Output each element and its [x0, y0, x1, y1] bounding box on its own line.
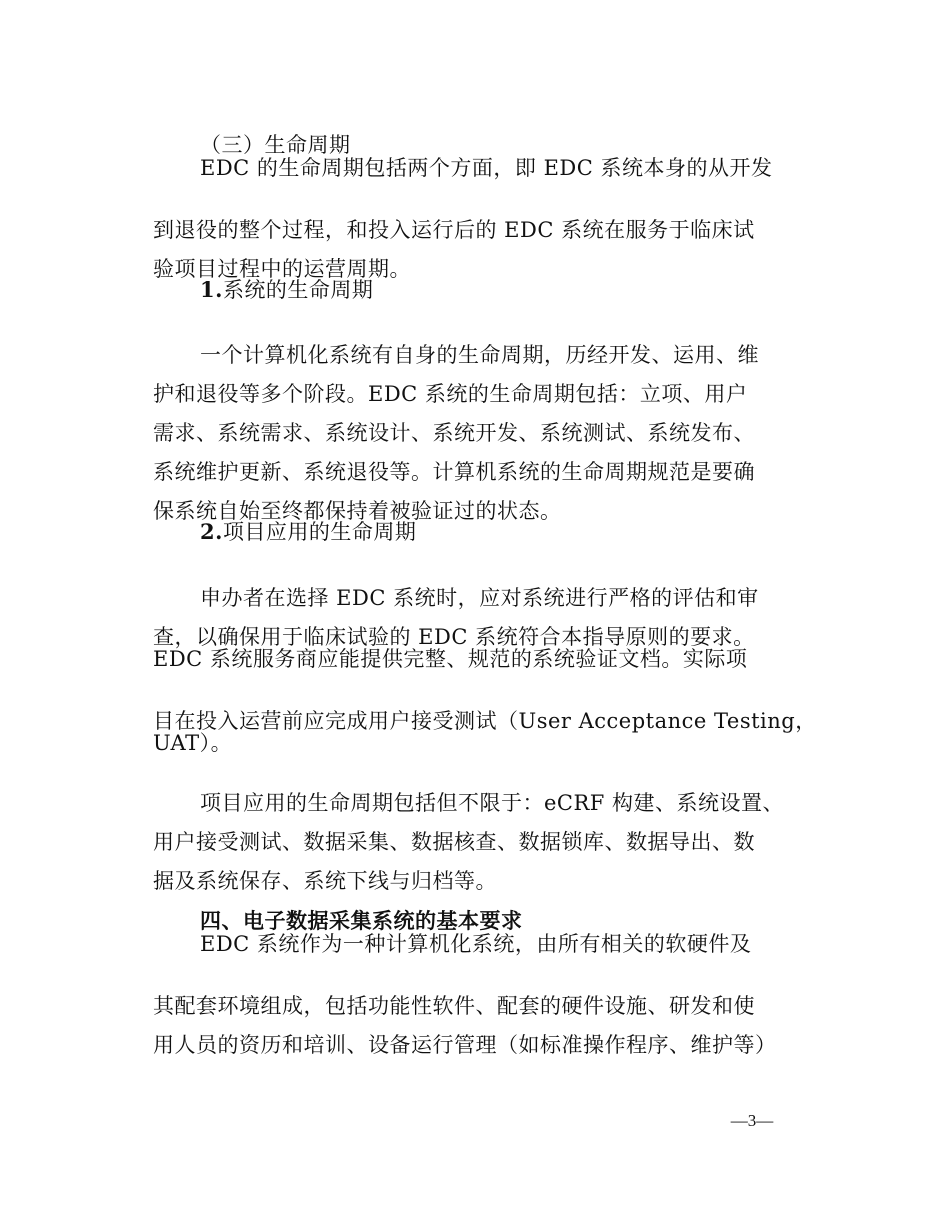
sub1-line-4: 系统维护更新、系统退役等。计算机系统的生命周期规范是要确	[153, 460, 755, 484]
page-number: —3—	[730, 1111, 774, 1130]
sub2-para2-line-2: 用户接受测试、数据采集、数据核查、数据锁库、数据导出、数	[153, 830, 755, 854]
intro-line-3: 验项目过程中的运营周期。	[153, 257, 411, 281]
subsection-1-title: 系统的生命周期	[222, 278, 374, 302]
subsection-2-heading	[200, 518, 797, 546]
sub2-line-5: UAT）。	[153, 731, 233, 755]
sub1-line-3: 需求、系统需求、系统设计、系统开发、系统测试、系统发布、	[153, 421, 755, 445]
sub2-para2-line-1: 项目应用的生命周期包括但不限于：eCRF 构建、系统设置、	[200, 791, 785, 815]
subsection-2-title: 项目应用的生命周期	[222, 520, 417, 544]
sub2-para2-line-3: 据及系统保存、系统下线与归档等。	[153, 869, 497, 893]
section-4-heading: 四、电子数据采集系统的基本要求	[200, 909, 523, 933]
subsection-1-number: 1.	[200, 277, 223, 302]
sec4-line-3: 用人员的资历和培训、设备运行管理（如标准操作程序、维护等）	[153, 1033, 777, 1057]
sub2-line-2: 查，以确保用于临床试验的 EDC 系统符合本指导原则的要求。	[153, 625, 755, 649]
intro-line-1: EDC 的生命周期包括两个方面，即 EDC 系统本身的从开发	[200, 156, 773, 180]
sub1-line-5: 保系统自始至终都保持着被验证过的状态。	[153, 499, 562, 523]
intro-line-2: 到退役的整个过程，和投入运行后的 EDC 系统在服务于临床试	[153, 218, 755, 242]
section-3-heading: （三）生命周期	[200, 133, 351, 157]
subsection-1-heading	[200, 276, 797, 304]
subsection-2-number: 2.	[200, 519, 223, 544]
sub1-line-2: 护和退役等多个阶段。EDC 系统的生命周期包括：立项、用户	[153, 382, 748, 406]
sec4-line-1: EDC 系统作为一种计算机化系统，由所有相关的软硬件及	[200, 932, 752, 956]
sub1-line-1: 一个计算机化系统有自身的生命周期，历经开发、运用、维	[200, 343, 759, 367]
sub2-line-3: EDC 系统服务商应能提供完整、规范的系统验证文档。实际项	[153, 647, 748, 671]
sec4-line-2: 其配套环境组成，包括功能性软件、配套的硬件设施、研发和使	[153, 994, 755, 1018]
sub2-line-1: 申办者在选择 EDC 系统时，应对系统进行严格的评估和审	[200, 586, 759, 610]
sub2-line-4: 目在投入运营前应完成用户接受测试（User Acceptance Testing，	[153, 709, 817, 733]
